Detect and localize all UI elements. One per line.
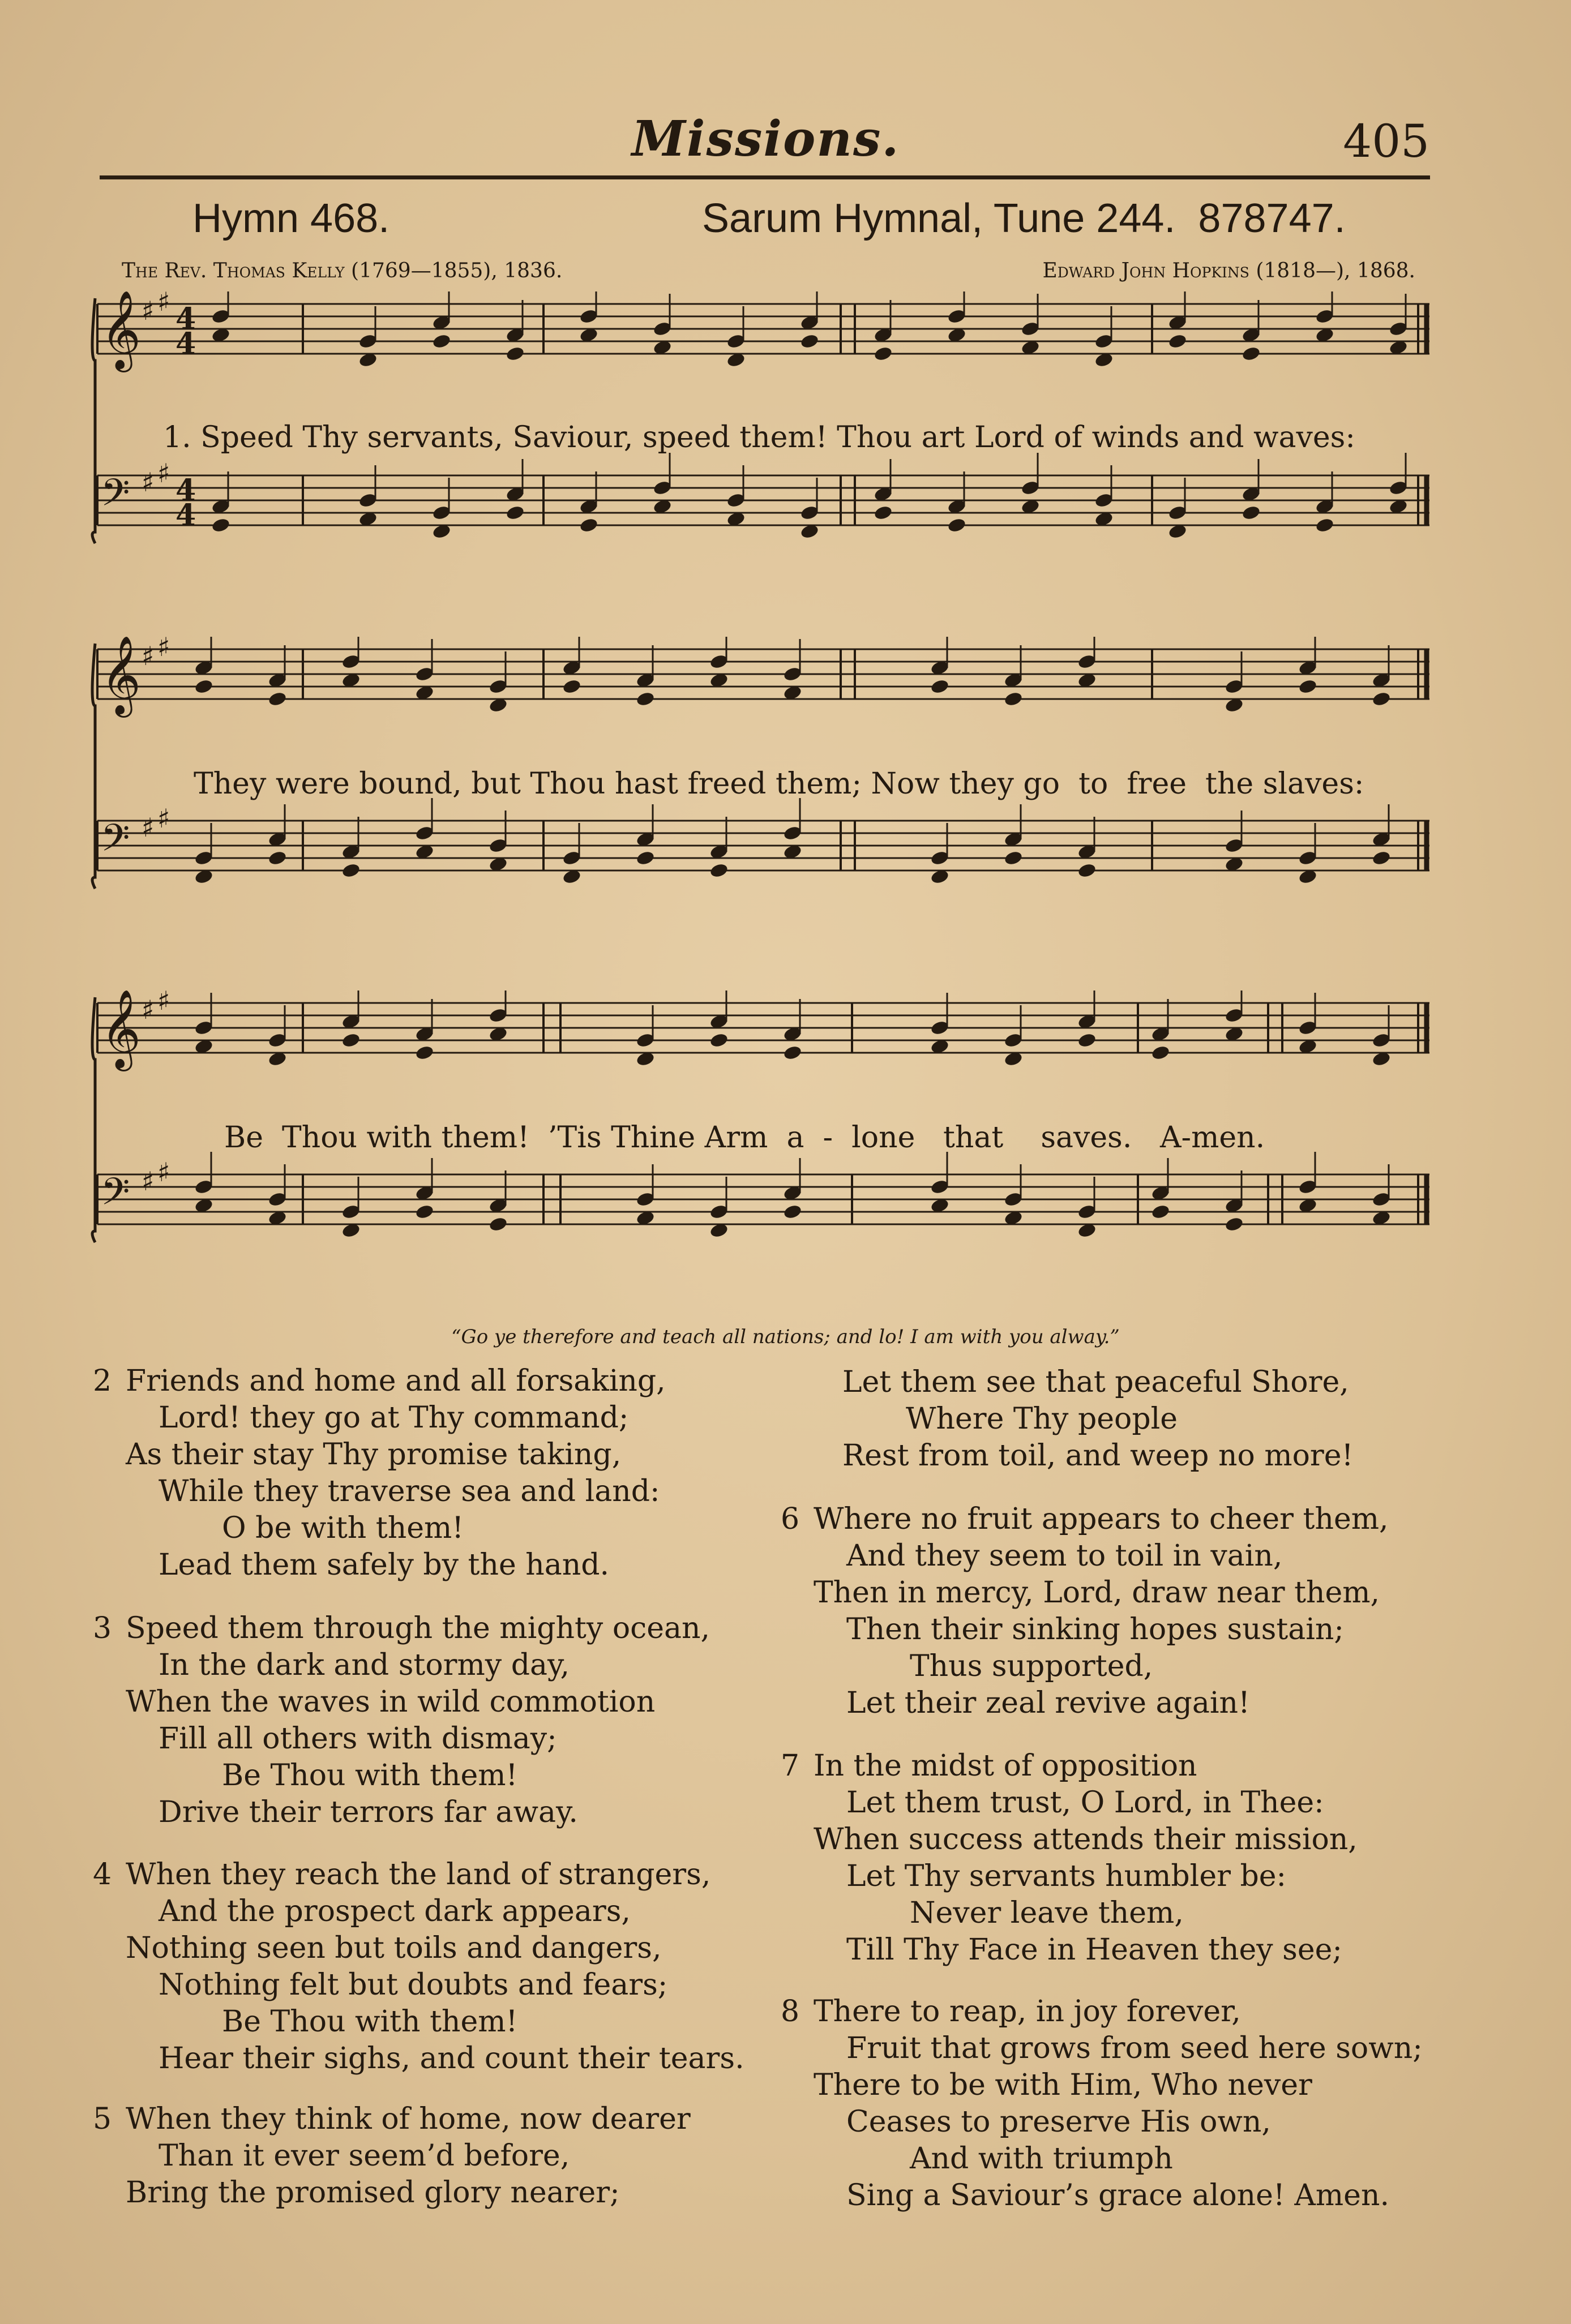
verse-line: Speed them through the mighty ocean, (126, 1611, 710, 1645)
verse-line: In the midst of opposition (814, 1749, 1197, 1783)
verse-line: Where Thy people (906, 1402, 1178, 1436)
verse-line: Ceases to preserve His own, (846, 2105, 1271, 2139)
verse-line: Bring the promised glory nearer; (126, 2176, 620, 2210)
note-head (341, 862, 361, 878)
note-head (1241, 504, 1261, 521)
note-head (1077, 1032, 1097, 1048)
time-signature-top: 4 (175, 473, 196, 508)
note-head (873, 345, 893, 362)
verse-line: Where no fruit appears to cheer them, (814, 1502, 1389, 1536)
note-head (211, 517, 230, 533)
verse-line: Rest from toil, and weep no more! (842, 1439, 1354, 1473)
verse-line: Drive their terrors far away. (159, 1795, 578, 1829)
verse-line: Let Thy servants humbler be: (846, 1859, 1287, 1893)
time-signature-bottom: 4 (175, 327, 196, 361)
verse-line: As their stay Thy promise taking, (126, 1438, 622, 1472)
bass-clef-icon: 𝄢 (101, 816, 130, 869)
verse-line: Lead them safely by the hand. (159, 1548, 610, 1582)
verse-5-end (810, 1364, 1353, 1474)
verse-number: 2 (93, 1364, 112, 1398)
tune-name: Sarum Hymnal, Tune 244. (702, 196, 1176, 241)
note-head (414, 1203, 434, 1220)
note-head (579, 517, 598, 533)
verse-line: Fill all others with dismay; (159, 1722, 557, 1756)
note-head (930, 678, 949, 694)
lyric-line-1: 1. Speed Thy servants, Saviour, speed them! Thou art Lord of winds and waves: (163, 421, 1355, 454)
verse-line: Sing a Saviour’s grace alone! Amen. (846, 2179, 1389, 2212)
sharp-icon: ♯ (157, 291, 170, 317)
note-head (267, 691, 287, 707)
note-head (267, 850, 287, 866)
sharp-icon: ♯ (157, 991, 170, 1016)
time-signature-top: 4 (175, 302, 196, 336)
verse-6 (781, 1501, 1389, 1722)
verse-line: Hear their sighs, and count their tears. (159, 2042, 744, 2076)
note-head (782, 1203, 802, 1220)
verse-line: Let them see that peaceful Shore, (842, 1365, 1349, 1399)
note-head (1003, 691, 1023, 707)
verse-5-start (93, 2101, 691, 2211)
time-signature-bottom: 4 (175, 498, 196, 533)
verse-number: 8 (781, 1995, 800, 2029)
note-head (635, 850, 655, 866)
verse-line: Friends and home and all forsaking, (126, 1364, 666, 1398)
sharp-icon: ♯ (142, 1166, 155, 1197)
note-head (873, 504, 893, 521)
verse-line: Than it ever seem’d before, (159, 2139, 570, 2173)
verse-line: Nothing seen but toils and dangers, (126, 1931, 662, 1965)
verse-4 (93, 1856, 744, 2077)
note-head (341, 1032, 361, 1048)
note-head (1241, 345, 1261, 362)
verse-number: 4 (93, 1858, 112, 1892)
verse-line: When the waves in wild commotion (126, 1685, 656, 1719)
verse-line: When success attends their mission, (814, 1823, 1358, 1856)
verse-line: Never leave them, (910, 1896, 1184, 1930)
sharp-icon: ♯ (142, 467, 155, 498)
treble-clef-icon: 𝄞 (101, 637, 141, 714)
note-head (562, 678, 581, 694)
verse-line: And the prospect dark appears, (159, 1894, 631, 1928)
note-head (1371, 691, 1391, 707)
sharp-icon: ♯ (142, 641, 155, 671)
note-head (505, 345, 525, 362)
lyric-line-3: Be Thou with them! ’Tis Thine Arm a - lone that saves. A-men. (224, 1121, 1265, 1155)
verse-line: Be Thou with them! (222, 1759, 518, 1793)
note-head (194, 678, 213, 694)
verse-line: And they seem to toil in vain, (846, 1539, 1283, 1573)
note-head (947, 517, 966, 533)
verse-line: Then their sinking hopes sustain; (846, 1613, 1344, 1646)
verse-line: Thus supported, (910, 1649, 1153, 1683)
note-head (1150, 1044, 1170, 1061)
system-brace (92, 298, 95, 543)
sharp-icon: ♯ (142, 994, 155, 1025)
verse-line: And with triumph (910, 2142, 1173, 2176)
note-head (1003, 850, 1023, 866)
note-head (635, 691, 655, 707)
verse-line: Let their zeal revive again! (846, 1686, 1250, 1720)
verse-line: Then in mercy, Lord, draw near them, (814, 1576, 1380, 1610)
note-head (1298, 678, 1317, 694)
verse-line: Be Thou with them! (222, 2005, 518, 2039)
verse-7 (781, 1748, 1358, 1969)
hymn-number: Hymn 468. (192, 196, 390, 241)
system-brace (92, 997, 95, 1242)
verse-line: Let them trust, O Lord, in Thee: (846, 1786, 1324, 1820)
verse-line: When they think of home, now dearer (126, 2102, 691, 2136)
note-head (1150, 1203, 1170, 1220)
verse-number: 7 (781, 1749, 800, 1783)
page-header (102, 110, 1429, 173)
verse-2 (93, 1363, 666, 1584)
sharp-icon: ♯ (142, 295, 155, 326)
verse-line: There to reap, in joy forever, (814, 1995, 1241, 2029)
note-head (1077, 862, 1097, 878)
note-head (414, 1044, 434, 1061)
verse-line: When they reach the land of strangers, (126, 1858, 711, 1892)
sharp-icon: ♯ (157, 1157, 170, 1187)
note-head (782, 1044, 802, 1061)
running-title: Missions. (631, 110, 900, 168)
treble-clef-icon: 𝄞 (101, 991, 141, 1068)
tune-line (702, 195, 1346, 242)
note-head (1371, 850, 1391, 866)
meter: 878747. (1198, 196, 1346, 241)
author-credit: The Rev. Thomas Kelly (1769—1855), 1836. (122, 259, 563, 282)
verse-8 (781, 1993, 1423, 2214)
note-head (431, 333, 451, 349)
verse-line: While they traverse sea and land: (159, 1474, 660, 1508)
music-system-1 (91, 291, 1438, 603)
note-head (799, 333, 819, 349)
verse-number: 6 (781, 1502, 800, 1536)
note-head (488, 1216, 508, 1232)
note-head (709, 862, 729, 878)
treble-clef-icon: 𝄞 (101, 291, 141, 369)
note-head (1315, 517, 1334, 533)
note-head (1224, 1216, 1244, 1232)
note-head (505, 504, 525, 521)
verse-line: Lord! they go at Thy command; (159, 1401, 629, 1435)
verse-line: In the dark and stormy day, (159, 1648, 570, 1682)
composer-credit: Edward John Hopkins (1818—), 1868. (1042, 259, 1415, 282)
verse-line: Till Thy Face in Heaven they see; (846, 1933, 1342, 1967)
header-rule (100, 175, 1430, 179)
sharp-icon: ♯ (142, 812, 155, 843)
music-system-3 (91, 991, 1438, 1307)
verse-line: Nothing felt but doubts and fears; (159, 1968, 668, 2002)
verse-number: 5 (93, 2102, 112, 2136)
verse-number: 3 (93, 1611, 112, 1645)
system-brace (92, 644, 95, 889)
verse-line: Fruit that grows from seed here sown; (846, 2031, 1423, 2065)
note-head (1167, 333, 1187, 349)
sharp-icon: ♯ (157, 637, 170, 662)
bass-clef-icon: 𝄢 (101, 1170, 130, 1223)
music-system-2 (91, 637, 1438, 954)
verse-line: O be with them! (222, 1511, 464, 1545)
sharp-icon: ♯ (157, 458, 170, 488)
sharp-icon: ♯ (157, 803, 170, 834)
lyric-line-2: They were bound, but Thou hast freed them; Now they go to free the slaves: (194, 767, 1364, 801)
verse-3 (93, 1610, 710, 1831)
scripture-epigraph: “Go ye therefore and teach all nations; and lo! I am with you alway.” (451, 1326, 1120, 1348)
verse-line: There to be with Him, Who never (814, 2068, 1312, 2102)
bass-clef-icon: 𝄢 (101, 471, 130, 524)
page-number: 405 (1343, 115, 1429, 168)
note-head (709, 1032, 729, 1048)
